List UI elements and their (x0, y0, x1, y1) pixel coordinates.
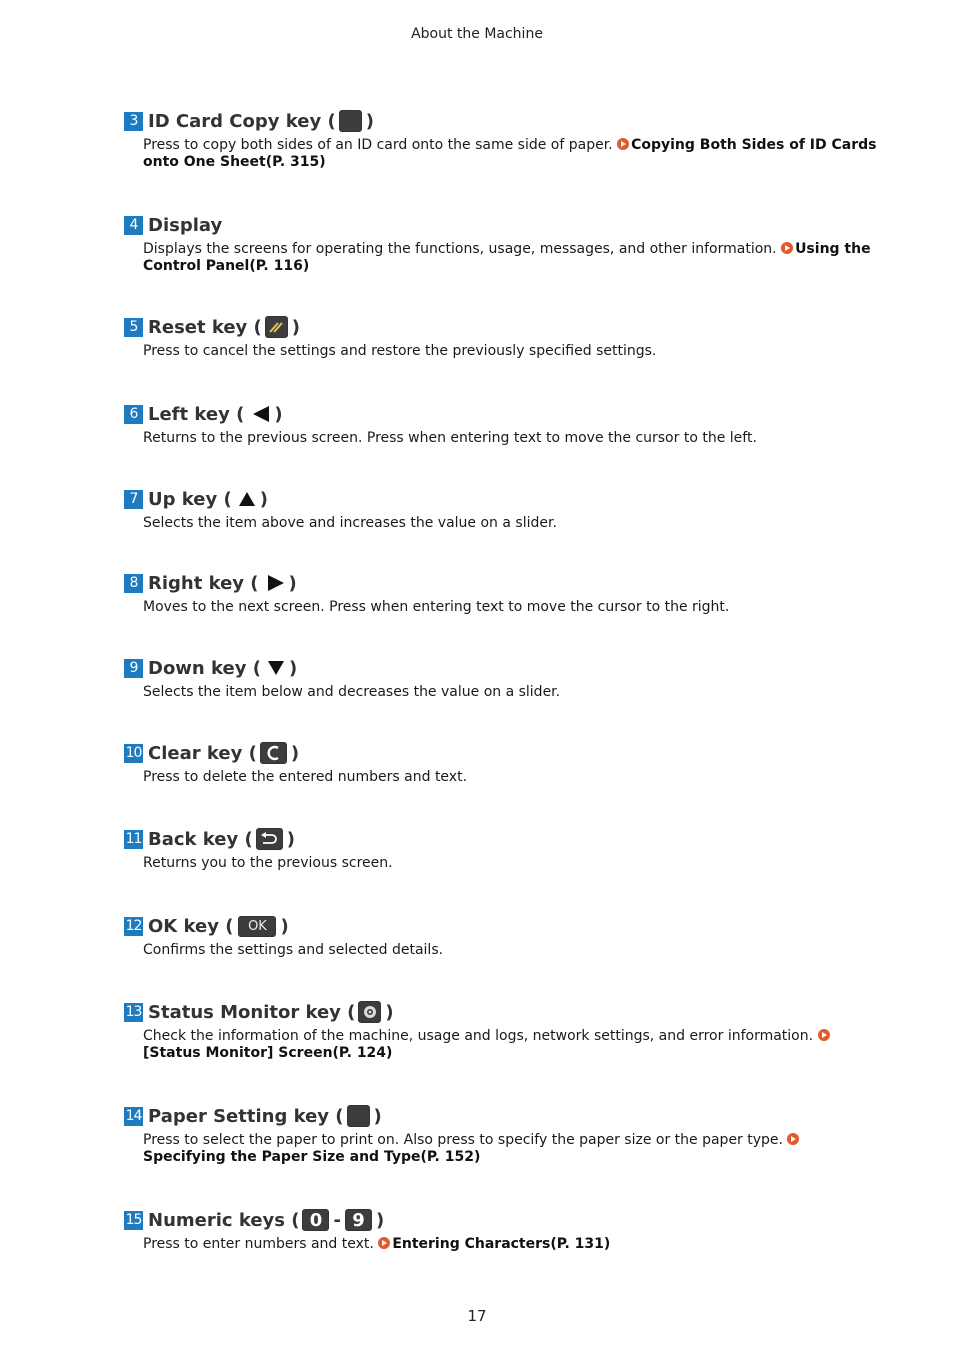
item-number-badge: 9 (124, 659, 143, 678)
item-number-badge: 14 (125, 1107, 142, 1124)
entry-description (143, 684, 884, 701)
entry-heading: ID Card Copy key ( (148, 110, 336, 132)
entry-description (143, 1236, 884, 1253)
entry-title (124, 402, 884, 426)
entry-title (124, 571, 884, 595)
entry-clear-key (124, 741, 884, 786)
entry-description (143, 599, 884, 616)
back-key-icon (256, 828, 283, 850)
id-card-copy-key-icon (339, 110, 362, 132)
description-text: Selects the item below and decreases the value on a slider. (143, 684, 561, 700)
entry-heading: OK key ( (148, 915, 234, 937)
item-number-badge: 8 (124, 574, 143, 593)
item-number-badge: 4 (124, 216, 143, 235)
entry-title (124, 827, 884, 851)
item-number-badge: 11 (125, 830, 142, 847)
up-arrow-icon (238, 491, 256, 507)
range-separator: - (333, 1209, 341, 1231)
entry-title (124, 741, 884, 765)
description-text: Press to cancel the settings and restore the previously specified settings. (143, 343, 657, 359)
entry-up-key (124, 487, 884, 532)
item-number-badge: 15 (125, 1211, 142, 1228)
close-paren: ) (286, 828, 295, 850)
entry-description (143, 430, 884, 447)
entry-description (143, 137, 884, 171)
paper-setting-key-icon (347, 1105, 370, 1127)
ok-key-icon: OK (238, 916, 276, 937)
description-text: Press to enter numbers and text. (143, 1236, 379, 1252)
close-paren: ) (375, 1209, 385, 1231)
description-text: Press to copy both sides of an ID card onto the same side of paper. (143, 137, 618, 153)
entry-description (143, 343, 884, 360)
entry-title (124, 656, 884, 680)
link-arrow-icon (781, 242, 793, 254)
description-text: Moves to the next screen. Press when entering text to move the cursor to the right. (143, 599, 730, 615)
entry-title (124, 487, 884, 511)
link-arrow-icon (787, 1133, 799, 1145)
description-text: Returns to the previous screen. Press when entering text to move the cursor to the left. (143, 430, 757, 446)
close-paren: ) (259, 488, 268, 510)
entry-description (143, 942, 884, 959)
entry-heading: Back key ( (148, 828, 253, 850)
entry-heading: Right key ( (148, 572, 259, 594)
close-paren: ) (274, 403, 283, 425)
description-text: Returns you to the previous screen. (143, 855, 393, 871)
close-paren: ) (365, 110, 374, 132)
link-arrow-icon (818, 1029, 830, 1041)
entry-heading: Paper Setting key ( (148, 1105, 344, 1127)
clear-key-icon (260, 742, 287, 764)
close-paren: ) (290, 742, 300, 764)
entry-title (124, 213, 884, 237)
entry-status-monitor-key (124, 1000, 884, 1062)
description-text: Check the information of the machine, usage and logs, network settings, and error information. (143, 1028, 818, 1044)
cross-reference-link[interactable] (378, 1236, 610, 1252)
description-text: Displays the screens for operating the functions, usage, messages, and other information. (143, 241, 782, 257)
entry-title (124, 1104, 884, 1128)
left-arrow-icon (252, 405, 270, 423)
link-text[interactable]: [Status Monitor] Screen(P. 124) (143, 1045, 393, 1061)
entry-heading: Up key ( (148, 488, 232, 510)
description-text: Confirms the settings and selected details. (143, 942, 444, 958)
entry-display (124, 213, 884, 275)
entry-heading: Reset key ( (148, 316, 262, 338)
entry-description (143, 1132, 884, 1166)
close-paren: ) (288, 572, 297, 594)
entry-id-card-copy-key (124, 109, 884, 171)
item-number-badge: 3 (124, 112, 143, 131)
page-number: 17 (467, 1307, 487, 1325)
item-number-badge: 10 (125, 744, 142, 761)
entry-right-key (124, 571, 884, 616)
entry-title (124, 1000, 884, 1024)
entry-heading: Display (148, 214, 223, 236)
description-text: Selects the item above and increases the value on a slider. (143, 515, 557, 531)
entry-numeric-keys (124, 1208, 884, 1253)
item-number-badge: 13 (125, 1003, 142, 1020)
numeric-key-0-icon: 0 (302, 1209, 329, 1231)
entry-heading: Status Monitor key ( (148, 1001, 356, 1023)
link-arrow-icon (617, 138, 629, 150)
entry-reset-key (124, 315, 884, 360)
entry-description (143, 855, 884, 872)
item-number-badge: 6 (124, 405, 143, 424)
item-number-badge: 7 (124, 490, 143, 509)
right-arrow-icon (267, 574, 285, 592)
description-text: Press to select the paper to print on. Also press to specify the paper size or the paper type. (143, 1132, 788, 1148)
link-text[interactable]: Specifying the Paper Size and Type(P. 152) (143, 1149, 481, 1165)
close-paren: ) (291, 316, 301, 338)
entry-back-key (124, 827, 884, 872)
link-text[interactable]: Entering Characters(P. 131) (392, 1236, 611, 1252)
down-arrow-icon (267, 660, 285, 676)
entry-down-key (124, 656, 884, 701)
entry-description (143, 515, 884, 532)
entry-heading: Left key ( (148, 403, 245, 425)
item-number-badge: 12 (125, 917, 142, 934)
close-paren: ) (280, 915, 289, 937)
link-text[interactable]: Using the Control Panel(P. 116) (143, 241, 871, 274)
page-header: About the Machine (411, 26, 543, 42)
entry-title (124, 109, 884, 133)
item-number-badge: 5 (124, 318, 143, 337)
entry-heading: Down key ( (148, 657, 261, 679)
entry-description (143, 769, 884, 786)
close-paren: ) (373, 1105, 382, 1127)
status-monitor-key-icon (358, 1001, 381, 1023)
entry-paper-setting-key (124, 1104, 884, 1166)
close-paren: ) (385, 1001, 394, 1023)
entry-left-key (124, 402, 884, 447)
entry-title (124, 1208, 884, 1232)
entry-title (124, 315, 884, 339)
link-arrow-icon (378, 1237, 390, 1249)
entry-ok-key (124, 914, 884, 959)
description-text: Press to delete the entered numbers and text. (143, 769, 468, 785)
link-text[interactable]: Copying Both Sides of ID Cards onto One Sheet(P. 315) (143, 137, 877, 170)
entry-title (124, 914, 884, 938)
entry-heading: Clear key ( (148, 742, 257, 764)
close-paren: ) (288, 657, 298, 679)
entry-description (143, 241, 884, 275)
reset-key-icon (265, 316, 288, 338)
entry-heading: Numeric keys ( (148, 1209, 300, 1231)
entry-description (143, 1028, 884, 1062)
numeric-key-9-icon: 9 (345, 1209, 372, 1231)
